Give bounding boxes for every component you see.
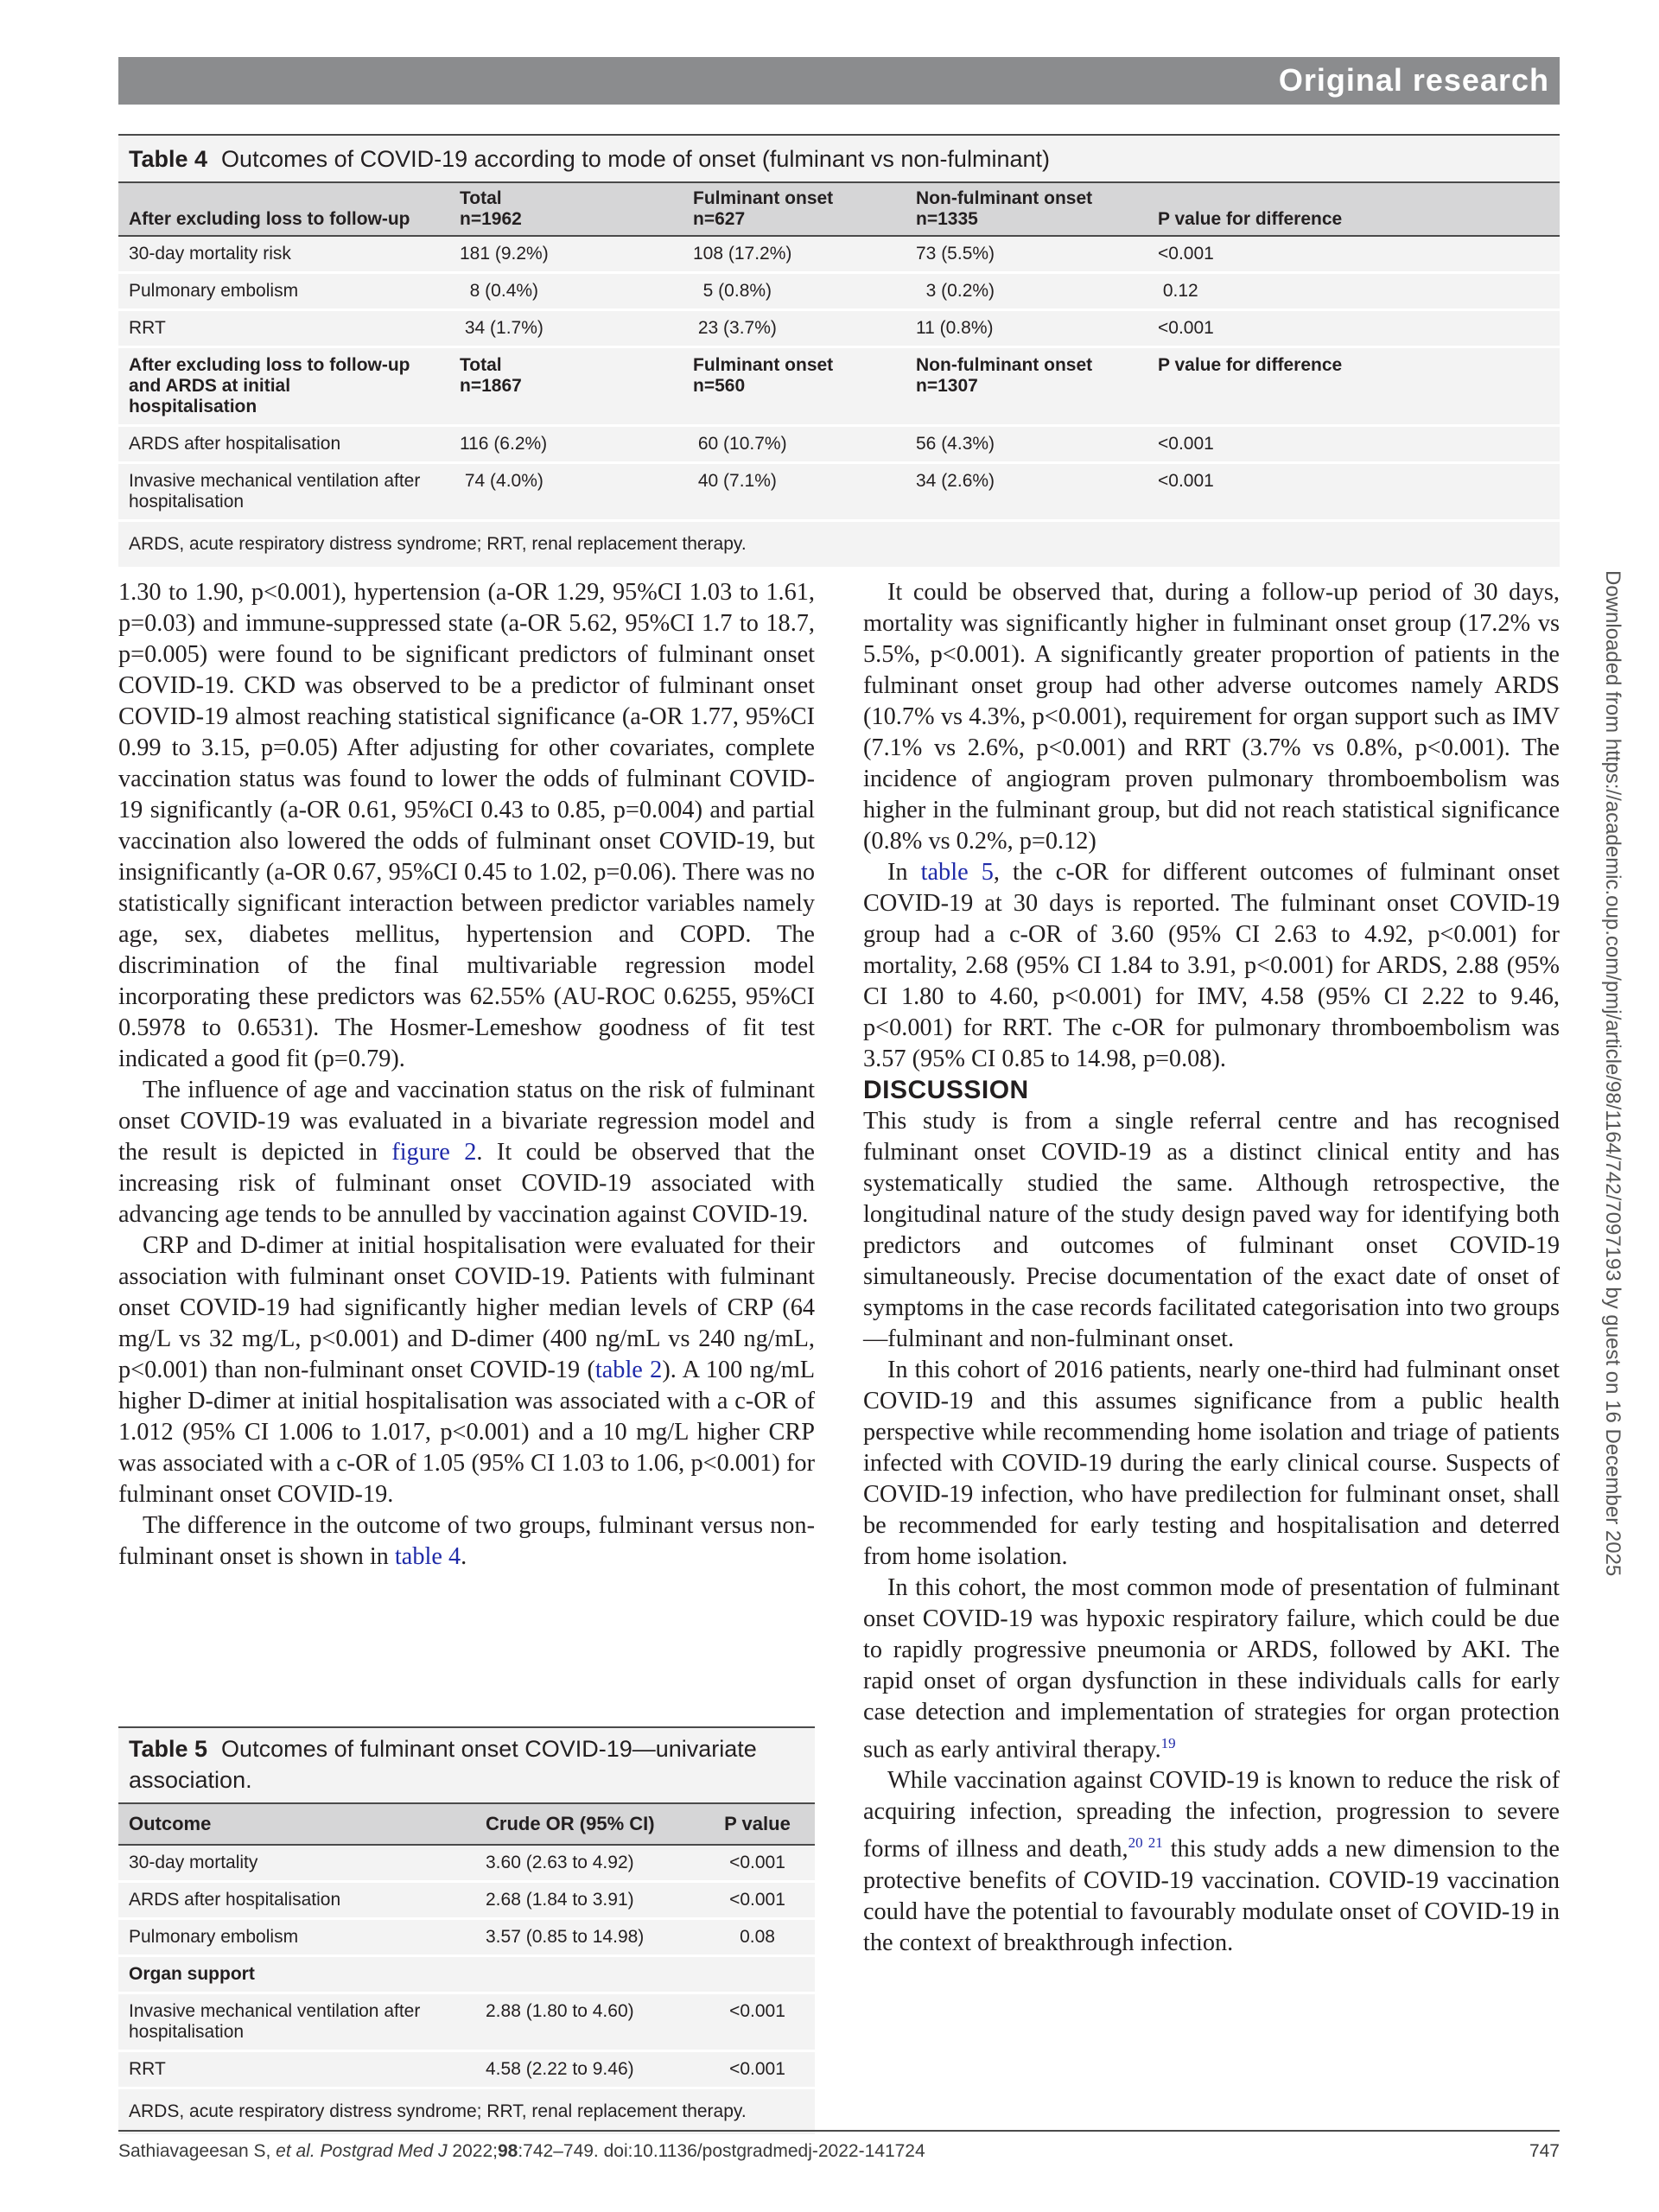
footer-divider <box>118 2130 1560 2132</box>
table-4-title: Outcomes of COVID-19 according to mode of onset (fulminant vs non-fulminant) <box>221 146 1050 172</box>
col-header: After excluding loss to follow-up <box>129 209 410 229</box>
table-5 <box>118 1726 815 2134</box>
paragraph: It could be observed that, during a follow-up period of 30 days, mortality was significantly higher in fulminant onset group (17.2% vs 5.5%, p<0.001). A significantly greater proportion of patients in the fulminant onset group had other adverse outcomes namely ARDS (10.7% vs 4.3%, p<0.001), requirement for organ support such as IMV (7.1% vs 2.6%, p<0.001) and RRT (3.7% vs 0.8%, p<0.001). The incidence of angiogram proven pulmonary thromboembolism was higher in the fulminant group, but did not reach statistical significance (0.8% vs 0.2%, p=0.12) <box>863 579 1560 855</box>
table-4-grid <box>118 181 1560 567</box>
right-text-column <box>863 577 1560 1959</box>
paragraph: The difference in the outcome of two groups, fulminant versus non-fulminant onset is shown in table 4. <box>118 1512 815 1570</box>
col-header: Outcome <box>129 1813 212 1834</box>
table-4-number: Table 4 <box>129 146 208 172</box>
section-header-band <box>118 57 1560 105</box>
table-row: Invasive mechanical ventilation after hospitalisation 74 (4.0%) 40 (7.1%) 34 (2.6%) <0.001 <box>118 463 1560 521</box>
table-2-link[interactable]: table 2 <box>594 1357 663 1383</box>
table-5-link[interactable]: table 5 <box>920 859 994 886</box>
page-number: 747 <box>1529 2141 1560 2161</box>
table-row: 30-day mortality risk 181 (9.2%) 108 (17.2%) 73 (5.5%) <0.001 <box>118 236 1560 273</box>
paragraph: While vaccination against COVID-19 is known to reduce the risk of acquiring infection, spreading the infection, progression to severe forms of illness and death,$^{20 21}$ this study adds a new dimension to the protective benefits of COVID-19 vaccination. COVID-19 vaccination could have the potential to favourably modulate onset of COVID-19 in the context of breakthrough infection. <box>863 1767 1560 1956</box>
col-header: Fulminant onset n=560 <box>683 347 906 426</box>
table-4-footnote: ARDS, acute respiratory distress syndrome; RRT, renal replacement therapy. <box>129 534 747 554</box>
table-5-header-row <box>118 1803 815 1845</box>
table-5-title: Outcomes of fulminant onset COVID-19—univariate association. <box>129 1736 757 1793</box>
col-header: After excluding loss to follow-up and ARDS at initial hospitalisation <box>118 347 449 426</box>
table-row: ARDS after hospitalisation 2.68 (1.84 to 3.91) <0.001 <box>118 1882 815 1919</box>
col-header: Non-fulminant onset n=1307 <box>906 347 1147 426</box>
table-row: RRT 4.58 (2.22 to 9.46) <0.001 <box>118 2051 815 2088</box>
table-5-grid <box>118 1802 815 2134</box>
figure-2-link[interactable]: figure 2 <box>391 1139 477 1166</box>
table-row: RRT 34 (1.7%) 23 (3.7%) 11 (0.8%) <0.001 <box>118 310 1560 347</box>
table-row: ARDS after hospitalisation 116 (6.2%) 60 (10.7%) 56 (4.3%) <0.001 <box>118 426 1560 463</box>
paragraph: CRP and D-dimer at initial hospitalisation were evaluated for their association with fulminant onset COVID-19. Patients with fulminant onset COVID-19 had significantly higher median levels of CRP (64 mg/L vs 32 mg/L, p<0.001) and D-dimer (400 ng/mL vs 240 ng/mL, p<0.001) than non-fulminant onset COVID-19 (table 2). A 100 ng/mL higher D-dimer at initial hospitalisation was associated with a c-OR of 1.012 (95% CI 1.006 to 1.017, p<0.001) and a 10 mg/L higher CRP was associated with a c-OR of 1.05 (95% CI 1.03 to 1.06, p<0.001) for fulminant onset COVID-19. <box>118 1232 816 1508</box>
download-watermark: Downloaded from https://academic.oup.com/pmj/article/98/1164/742/7097193 by guest on 16 December 2025 <box>1601 570 1624 1577</box>
paragraph: In this cohort, the most common mode of presentation of fulminant onset COVID-19 was hypoxic respiratory failure, which could be due to rapidly progressive pneumonia or ARDS, followed by AKI. The rapid onset of organ dysfunction in these individuals calls for early case detection and implementation of strategies for organ protection such as early antiviral therapy.$^{19}$ <box>863 1574 1560 1764</box>
table-4-caption <box>118 134 1560 181</box>
table-row: 30-day mortality 3.60 (2.63 to 4.92) <0.001 <box>118 1845 815 1882</box>
table-row: Pulmonary embolism 8 (0.4%) 5 (0.8%) 3 (0.2%) 0.12 <box>118 273 1560 310</box>
left-text-column <box>118 577 815 1573</box>
col-header: P value for difference <box>1147 347 1560 426</box>
table-row: Pulmonary embolism 3.57 (0.85 to 14.98) 0.08 <box>118 1919 815 1956</box>
paragraph: In table 5, the c-OR for different outcomes of fulminant onset COVID-19 at 30 days is reported. The fulminant onset COVID-19 group had a c-OR of 3.60 (95% CI 2.63 to 4.92, p<0.001) for mortality, 2.68 (95% CI 1.84 to 3.91, p<0.001) for ARDS, 2.88 (95% CI 1.80 to 4.60, p<0.001) for IMV, 4.58 (95% CI 2.22 to 9.46, p<0.001) for RRT. The c-OR for pulmonary thromboembolism was 3.57 (95% CI 0.85 to 14.98, p=0.08). <box>863 859 1560 1072</box>
table-4-header-row <box>118 182 1560 236</box>
col-header: Non-fulminant onset n=1335 <box>916 188 1093 229</box>
section-label: Original research <box>1278 62 1549 98</box>
table-subheader-row <box>118 347 1560 426</box>
col-header: Total n=1867 <box>449 347 683 426</box>
paragraph: The influence of age and vaccination status on the risk of fulminant onset COVID-19 was evaluated in a bivariate regression model and the result is depicted in figure 2. It could be observed that the increasing risk of fulminant onset COVID-19 associated with advancing age tends to be annulled by vaccination against COVID-19. <box>118 1077 815 1228</box>
reference-link[interactable]: 20 21 <box>1128 1834 1163 1852</box>
table-4 <box>118 134 1560 567</box>
table-footnote-row <box>118 2088 815 2135</box>
paragraph: 1.30 to 1.90, p<0.001), hypertension (a-OR 1.29, 95%CI 1.03 to 1.61, p=0.03) and immune-suppressed state (a-OR 5.62, 95%CI 1.7 to 18.7, p=0.005) were found to be significant predictors of fulminant onset COVID-19. CKD was observed to be a predictor of fulminant onset COVID-19 almost reaching statistical significance (a-OR 1.77, 95%CI 0.99 to 3.15, p=0.05) After adjusting for other covariates, complete vaccination status was found to lower the odds of fulminant COVID-19 significantly (a-OR 0.61, 95%CI 0.43 to 0.85, p=0.004) and partial vaccination also lowered the odds of fulminant onset COVID-19, but insignificantly (a-OR 0.67, 95%CI 0.45 to 1.02, p=0.06). There was no statistically significant interaction between predictor variables namely age, sex, diabetes mellitus, hypertension and COPD. The discrimination of the final multivariable regression model incorporating these predictors was 62.55% (AU-ROC 0.6255, 95%CI 0.5978 to 0.6531). The Hosmer-Lemeshow goodness of fit test indicated a good fit (p=0.79). <box>118 579 815 1072</box>
col-header: P value for difference <box>1158 209 1343 229</box>
table-5-number: Table 5 <box>129 1736 208 1762</box>
col-header: Fulminant onset n=627 <box>693 188 834 229</box>
reference-link[interactable]: 19 <box>1160 1735 1176 1751</box>
group-label: Organ support <box>118 1956 815 1993</box>
col-header: P value <box>724 1813 791 1834</box>
paragraph: This study is from a single referral centre and has recognised fulminant onset COVID-19 as a distinct clinical entity and has systematically studied the same. Although retrospective, the longitudinal nature of the study design paved way for identifying both predictors and outcomes of fulminant onset COVID-19 simultaneously. Precise documentation of the exact date of onset of symptoms in the case records facilitated categorisation into two groups—fulminant and non-fulminant onset. <box>863 1108 1560 1352</box>
table-footnote-row <box>118 521 1560 568</box>
table-4-link[interactable]: table 4 <box>394 1543 461 1570</box>
table-5-caption <box>118 1726 815 1802</box>
table-row: Invasive mechanical ventilation after hospitalisation 2.88 (1.80 to 4.60) <0.001 <box>118 1993 815 2051</box>
table-5-footnote: ARDS, acute respiratory distress syndrome; RRT, renal replacement therapy. <box>129 2101 747 2121</box>
table-group-row <box>118 1956 815 1993</box>
paragraph: In this cohort of 2016 patients, nearly one-third had fulminant onset COVID-19 and this assumes significance from a public health perspective while recommending home isolation and triage of patients infected with COVID-19 during the early clinical course. Suspects of COVID-19 infection, who have predilection for fulminant onset, shall be recommended for early testing and hospitalisation and deterred from home isolation. <box>863 1357 1560 1570</box>
col-header: Total n=1962 <box>460 188 522 229</box>
discussion-heading: DISCUSSION <box>863 1076 1029 1104</box>
col-header: Crude OR (95% CI) <box>486 1813 655 1834</box>
citation-footer: Sathiavageesan S, et al. Postgrad Med J 2022;98:742–749. doi:10.1136/postgradmedj-2022-141724 <box>118 2141 925 2161</box>
